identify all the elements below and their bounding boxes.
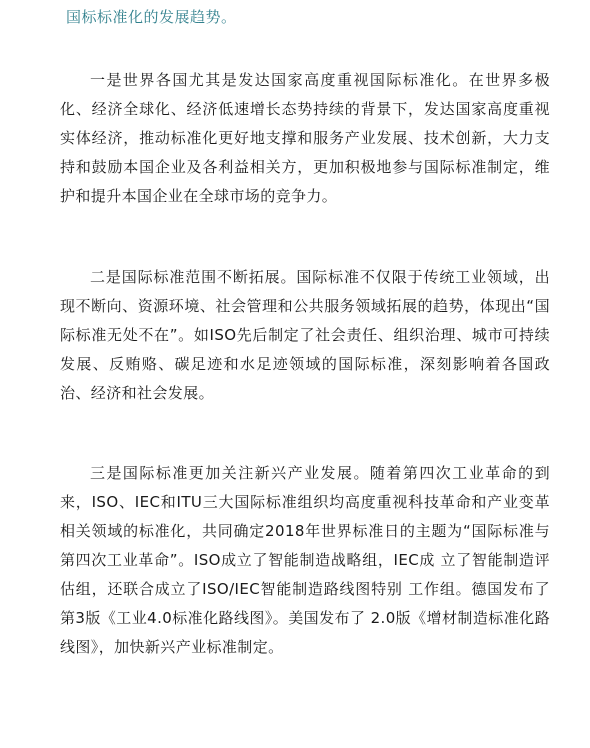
paragraph-1: 一是世界各国尤其是发达国家高度重视国际标准化。在世界多极化、经济全球化、经济低速增长态势持续的背景下，发达国家高度重视实体经济，推动标准化更好地支撑和服务产业发展、技术创新，大力支持和鼓励本国企业及各利益相关方，更加积极地参与国际标准制定，维护和提升本国企业在全球市场的竞争力。	[60, 71, 550, 205]
paragraph-3: 三是国际标准更加关注新兴产业发展。随着第四次工业革命的到来，ISO、IEC和ITU三大国际标准组织均高度重视科技革命和产业变革相关领域的标准化，共同确定2018年世界标准日的主题为“国际标准与第四次工业革命”。ISO成立了智能制造战略组，IEC成 立了智能制造评估组，还联合成立了ISO/IEC智能制造路线图特别 工作组。德国发布了第3版《工业4.0标准化路线图》。美国发布了 2.0版《增材制造标准化路线图》，加快新兴产业标准制定。	[60, 464, 550, 656]
paragraph-2: 二是国际标准范围不断拓展。国际标准不仅限于传统工业领域，出现不断向、资源环境、社会管理和公共服务领域拓展的趋势，体现出“国际标准无处不在”。如ISO先后制定了社会责任、组织治理、城市可持续发展、反贿赂、碳足迹和水足迹领域的国际标准，深刻影响着各国政治、经济和社会发展。	[60, 268, 550, 402]
article-heading: 国标标准化的发展趋势。	[66, 8, 237, 26]
